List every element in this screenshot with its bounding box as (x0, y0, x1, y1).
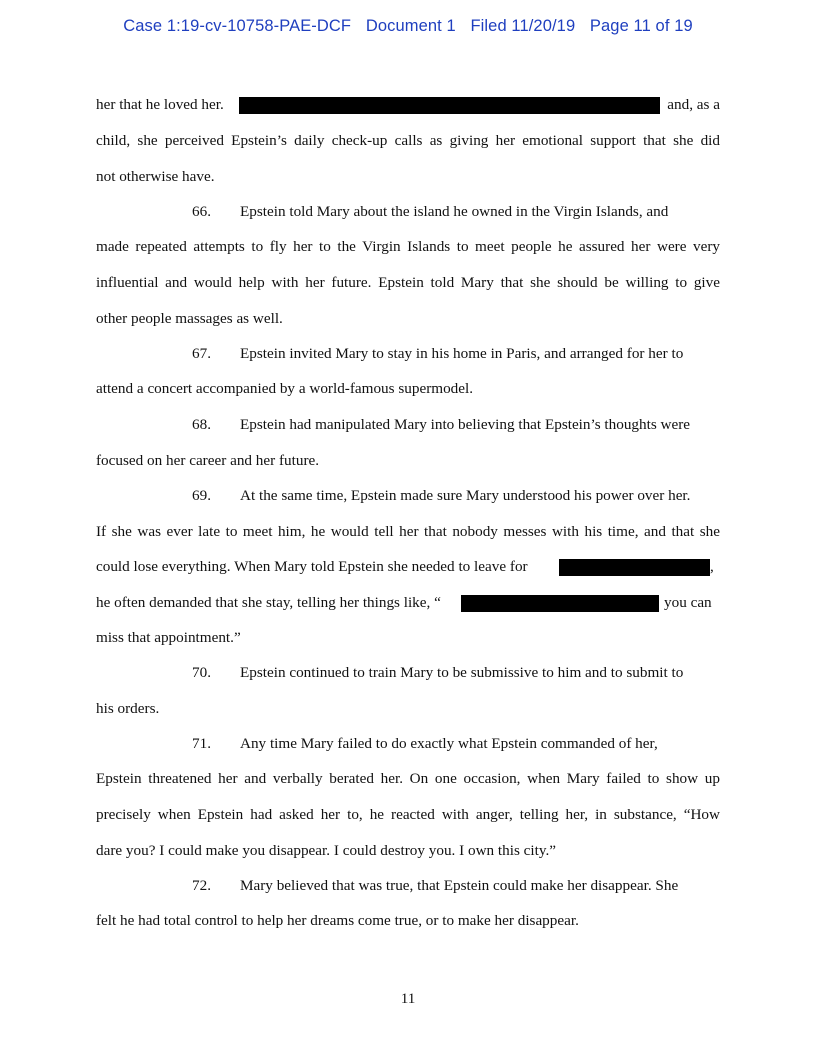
text-line: felt he had total control to help her dreams come true, or to make her disappear. (96, 912, 579, 929)
text-line: Any time Mary failed to do exactly what Epstein commanded of her, (240, 735, 658, 752)
page-number: 11 (400, 990, 416, 1007)
paragraph-number: 69. (192, 487, 211, 504)
text-line: miss that appointment.” (96, 629, 241, 646)
text-line: influential and would help with her future. Epstein told Mary that she should be willing to give (96, 274, 720, 291)
paragraph-number: 70. (192, 664, 211, 681)
text-line: her that he loved her. (96, 96, 224, 113)
paragraph-number: 66. (192, 203, 211, 220)
paragraph-number: 71. (192, 735, 211, 752)
redaction-bar (239, 97, 660, 114)
text-line: Epstein threatened her and verbally berated her. On one occasion, when Mary failed to show up (96, 770, 720, 787)
text-line: Mary believed that was true, that Epstein could make her disappear. She (240, 877, 679, 894)
text-line: , (710, 558, 714, 575)
text-line: precisely when Epstein had asked her to, he reacted with anger, telling her, in substance, “How (96, 806, 720, 823)
paragraph-number: 72. (192, 877, 211, 894)
text-line: you can (664, 594, 712, 611)
text-line: If she was ever late to meet him, he would tell her that nobody messes with his time, and that she (96, 523, 720, 540)
text-line: not otherwise have. (96, 168, 215, 185)
text-line: Epstein had manipulated Mary into believing that Epstein’s thoughts were (240, 416, 691, 433)
text-line: his orders. (96, 700, 160, 717)
document-number: Document 1 (365, 17, 456, 35)
text-line: and, as a (667, 96, 720, 113)
text-line: child, she perceived Epstein’s daily check-up calls as giving her emotional support that she did (96, 132, 720, 149)
text-line: other people massages as well. (96, 310, 283, 327)
text-line: At the same time, Epstein made sure Mary understood his power over her. (240, 487, 691, 504)
paragraph-number: 68. (192, 416, 211, 433)
redaction-bar (559, 559, 710, 576)
text-line: Epstein continued to train Mary to be submissive to him and to submit to (240, 664, 684, 681)
paragraph-number: 67. (192, 345, 211, 362)
text-line: made repeated attempts to fly her to the Virgin Islands to meet people he assured her were very (96, 238, 720, 255)
case-number: Case 1:19-cv-10758-PAE-DCF (123, 17, 352, 35)
text-line: Epstein told Mary about the island he owned in the Virgin Islands, and (240, 203, 669, 220)
text-line: dare you? I could make you disappear. I could destroy you. I own this city.” (96, 842, 556, 859)
text-line: he often demanded that she stay, telling her things like, “ (96, 594, 441, 611)
case-header (0, 17, 816, 36)
page-of-total: Page 11 of 19 (589, 17, 693, 35)
text-line: Epstein invited Mary to stay in his home in Paris, and arranged for her to (240, 345, 684, 362)
filed-date: Filed 11/20/19 (470, 17, 576, 35)
text-line: focused on her career and her future. (96, 452, 320, 469)
redaction-bar (461, 595, 659, 612)
text-line: attend a concert accompanied by a world-famous supermodel. (96, 380, 474, 397)
text-line: could lose everything. When Mary told Epstein she needed to leave for (96, 558, 528, 575)
